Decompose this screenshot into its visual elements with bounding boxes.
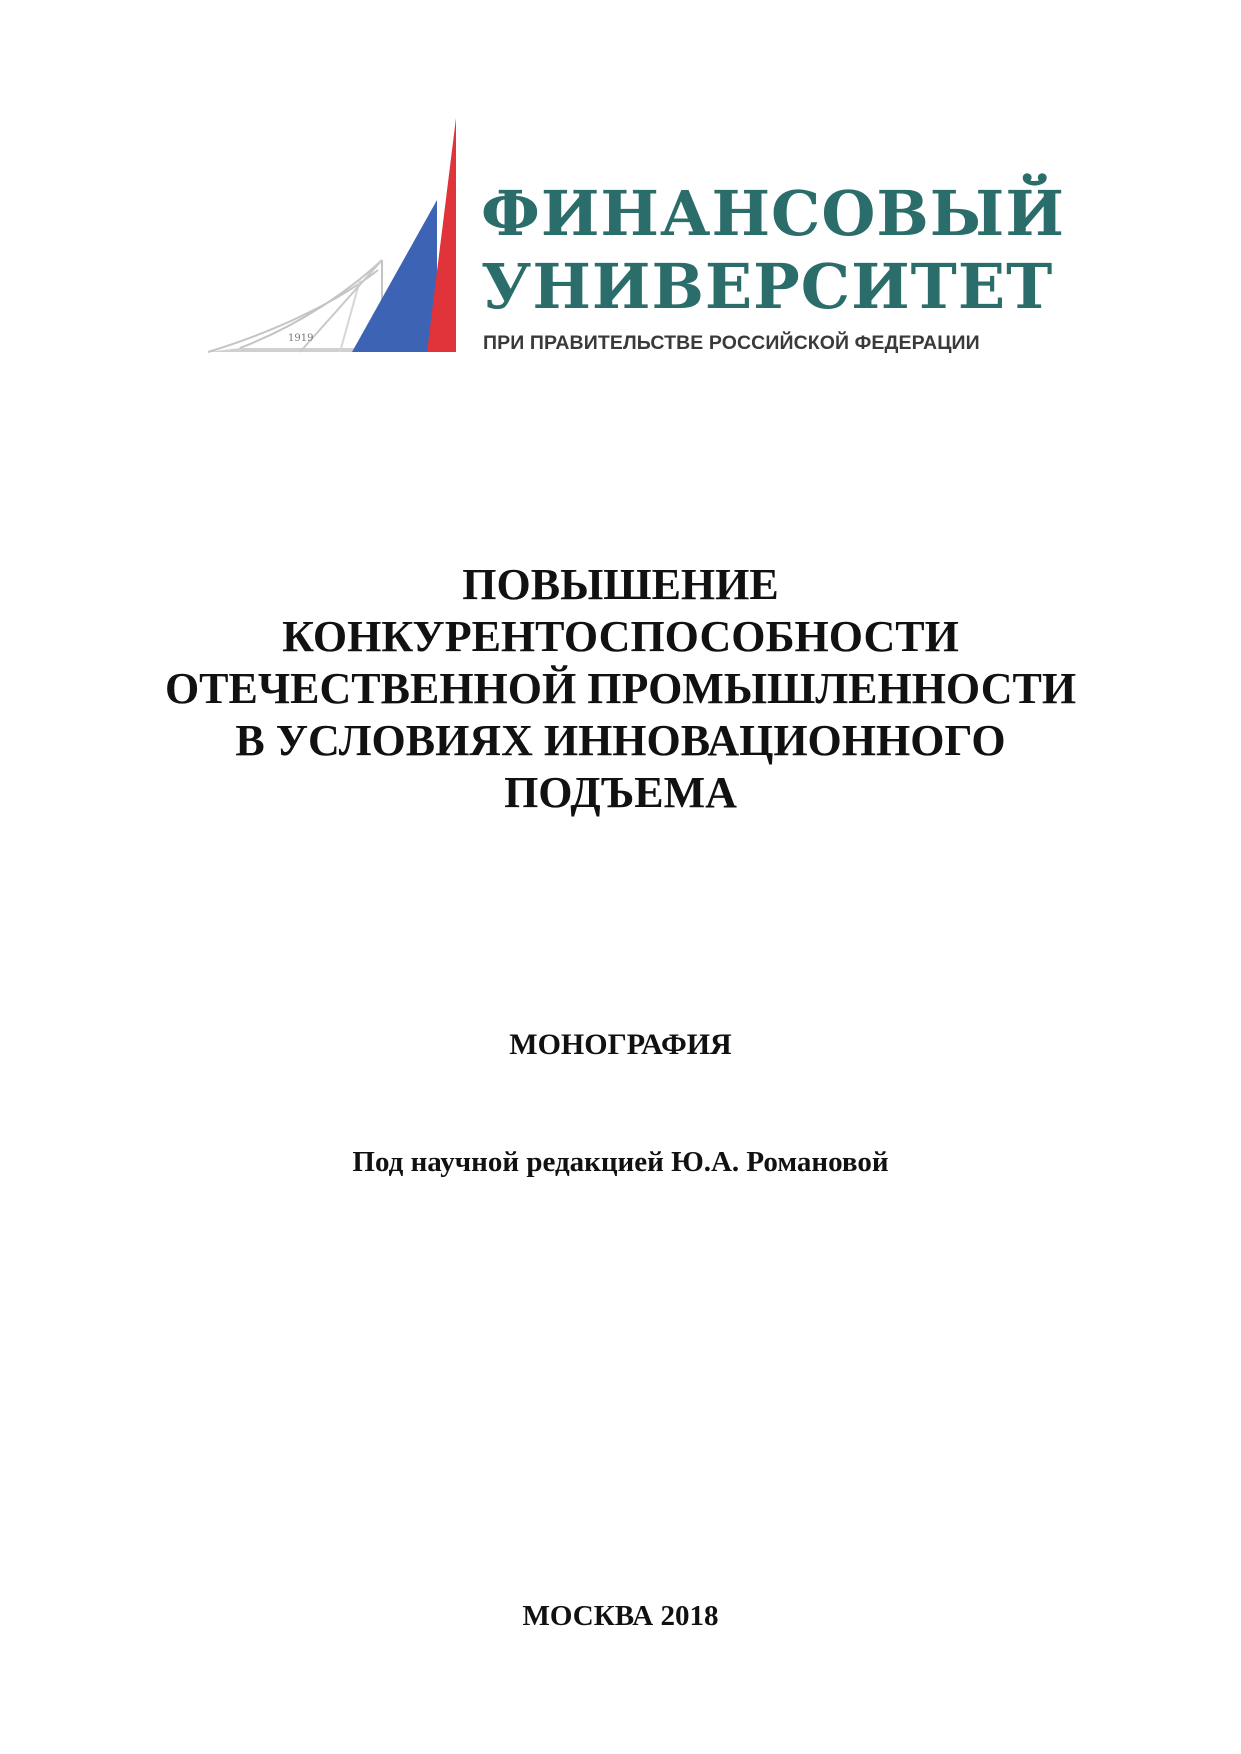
logo-text-line1: ФИНАНСОВЫЙ	[481, 177, 1065, 250]
publication-place-year: МОСКВА 2018	[522, 1600, 719, 1632]
document-title	[60, 559, 1181, 819]
university-emblem-icon	[200, 110, 460, 370]
title-line: ПОДЪЕМА	[504, 768, 737, 817]
editor-credit: Под научной редакцией Ю.А. Романовой	[352, 1146, 889, 1178]
document-type: МОНОГРАФИЯ	[509, 1028, 732, 1061]
logo-text-line2: УНИВЕРСИТЕТ	[481, 250, 1054, 323]
title-line: КОНКУРЕНТОСПОСОБНОСТИ	[282, 612, 959, 661]
title-line: В УСЛОВИЯХ ИННОВАЦИОННОГО	[235, 716, 1006, 765]
title-line: ПОВЫШЕНИЕ	[462, 560, 779, 609]
logo-text-line3: ПРИ ПРАВИТЕЛЬСТВЕ РОССИЙСКОЙ ФЕДЕРАЦИИ	[483, 332, 980, 354]
university-logo	[200, 110, 1065, 370]
logo-year: 1919	[288, 333, 314, 344]
title-line: ОТЕЧЕСТВЕННОЙ ПРОМЫШЛЕННОСТИ	[164, 664, 1077, 713]
